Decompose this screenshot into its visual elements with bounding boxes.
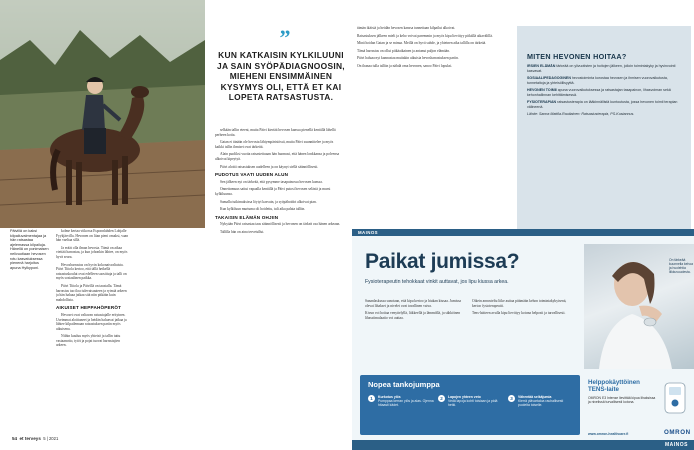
step-number: 3	[508, 395, 515, 402]
quote-mark-icon: ”	[279, 25, 291, 50]
paragraph: selkään tallin eteeni, mutta Päivi kiertää hevosen kanssa pienellä kentällä lähellä perheen kotia.	[215, 128, 336, 137]
sidebox-item-label: HEVONEN TOIMII	[527, 88, 557, 93]
sidebox-item	[527, 100, 683, 109]
paragraph: tämän ikäisiä ja heidän hevosen kanssa tunnettaan kilpailut alkoivat.	[357, 26, 456, 30]
step-body: Pumppaa kerran ylös ja alas. Ojenna hitaasti kädet.	[378, 399, 434, 408]
issue-number: 5 | 2021	[43, 436, 59, 441]
subheading: PUDOTUS VAATI UUDEN ALUN	[215, 172, 289, 178]
sidebox-source: Lähde: Sanna Mattila-Rautiainen: Ratsastusterapia, PS-Kustannus.	[527, 112, 635, 117]
subheading: TAKAISIN ELÄMÄN OHJIIN	[215, 214, 279, 220]
paragraph: Oikein annosteltu liike auttaa pitämään kehon toimintakykyisenä, kertoo fysioterapeutti.	[472, 299, 567, 308]
paragraph: kolme kertaa viikossa Espoonlahden Lohjalle Fyykjärvilla. Hevonen on liian pieni omaksi, vaan hän vaeltaa sillä.	[56, 229, 129, 243]
paragraph: Hevosharrastus on hyvin kokonaisvaltaista. Päivi Tiitola kertoo, että tällä hetkellä ratsastuskoulut ovat edelleen suosittuja ja talli on myös sosiaalinen paikka.	[56, 262, 127, 281]
ad-url[interactable]: www.omron-healthcare.fi	[588, 432, 629, 436]
step-number: 1	[368, 395, 375, 402]
paragraph: Tämä harrastus on ollut pitkäaikainen ja antanut paljon elämään.	[357, 48, 450, 53]
paragraph: Onnettomuus sattui vapaalla kentällä ja Päivi putosi hevosen selästä ja mursi kylkiluunsa.	[215, 187, 331, 196]
step-text	[448, 395, 504, 408]
paragraph: Sen jälkeen nyt on tärkeää, että pysymme tasapainossa hevosen kanssa.	[220, 179, 323, 184]
paragraph: Päivi aloitti ratsastuksen uudelleen ja on käynyt siellä säännöllisesti.	[220, 164, 319, 169]
advertisement	[352, 229, 694, 450]
quick-exercise-title: Nopea tankojumppa	[368, 380, 440, 389]
ad-column-a	[365, 299, 465, 323]
article-column-3	[352, 26, 504, 222]
paragraph: Ja eräät olla ilman hevosia. Tämä on aikaa viettää harrastaa, ja kun johonkin lähtee, on myös hyvä seura.	[56, 245, 128, 259]
omron-logo: OMRON	[664, 429, 691, 436]
paragraph: Niihin kuuluu myös yhteisö ja tallin tuttu vastaanotto, tytöt ja pojat tuovat harrastajien arkeen.	[56, 334, 121, 348]
paragraph: Gatan ei tänään ole hevosta lähiympäristössä, mutta Päivi suunnittelee ja myös kaikki tallin ihmiset ovat tärkeitä.	[215, 140, 334, 149]
sidebox-item-text: tärkeää on ylivuotisten ja hoitojen jälkeen, jolloin toimintakyky ja hyvinvointi kasvavat.	[527, 64, 676, 73]
ad-column-b	[472, 299, 572, 319]
paragraph: Nykyään Päivi ratsastaa taas säännöllisesti ja hevonen on tärkeä osa hänen arkeaan.	[220, 222, 341, 227]
sidebox-text	[527, 64, 683, 120]
sidebox-item	[527, 88, 683, 97]
step-number: 2	[438, 395, 445, 402]
sidebox-item-label: FYSIOTERAPIAN	[527, 100, 557, 105]
paragraph: Päivi haluaa nyt kannustaa muitakin aikuisia hevosharrastuksen pariin.	[357, 56, 459, 61]
paragraph: On ihanaa tulla talliin ja nähdä oma hevonen, sanoo Päivi lopuksi.	[357, 63, 453, 68]
device-title: Helppokäyttöinen TENS-laite	[588, 379, 640, 393]
ad-label: MAINOS	[358, 230, 378, 235]
page-number: 54	[12, 436, 18, 441]
paragraph: Tens-laitteen avulla kipu lievittyy kotona helposti ja turvallisesti.	[472, 311, 566, 316]
sidebox-item-label: SOSIAALIPEDAGOGINEN	[527, 76, 571, 81]
paragraph: Tallilla hän on aina tervetullut.	[220, 229, 265, 234]
ad-title: Paikat jumissa?	[365, 250, 520, 273]
sidebox-item	[527, 64, 683, 73]
ad-label-bottom: MAINOS	[665, 442, 688, 448]
magazine-name: et terveys	[19, 436, 41, 441]
quick-exercise-box	[360, 375, 580, 435]
ad-top-bar	[352, 229, 694, 236]
photo-caption: Päivillä on kaksi kilpailuvalmentajaa ja hän ratsastaa ajelemassa kilpailuja. Hänellä on ponimaisen nelivuotiaan hevosen rotu kasvatuksessa pienenä harjoitus apuna Hylkyponi.	[10, 229, 49, 270]
paragraph: Samalla tutkimuksissa löytyi kasvain, ja syöpähoidot alkoivat pian.	[220, 199, 317, 204]
sidebox-title: MITEN HEVONEN HOITAA?	[527, 52, 627, 61]
tens-device-icon	[662, 381, 690, 415]
step-body: Vedä lapoja kohti toisiaan ja pidä hetki.	[448, 399, 498, 408]
rider-on-pony-image	[0, 0, 205, 228]
paragraph: Kun kylkiluun murtuma oli hoidettu, tuli aika palata talliin.	[220, 207, 306, 212]
step-title: Kurkotus ylös	[378, 395, 401, 399]
paragraph: Ratsastuksen jälkeen mieli ja keho voivat paremmin ja myös kipu lievittyy pitkällä aikavälillä.	[357, 33, 493, 38]
step-text	[378, 395, 434, 408]
paragraph: Päivi Tiitola ja Päivillä on taustalla. Tämä harrastus tuo iloa tulevaisuuteen ja rytmiä arkeen ja hän haluaa jatkaa sitä niin pitkään kuin mahdollista.	[56, 283, 127, 302]
ad-subtitle: Fysioterapeutin tehokkaat vinkit auttavat, jos lipu kiussa arkea.	[365, 279, 509, 285]
sidebox-item-text: apuna vuorovaikutuksessa ja ratsastajan tasapainon, lihasvoiman sekä kehonhallinnan kehittämisessä.	[527, 88, 671, 97]
step-title: Lapojen yhteen veto	[448, 395, 481, 399]
article-photo	[0, 0, 205, 228]
paragraph: Minä hoidan Gatan ja se minua. Meillä on hyvä suhde, ja yhteinen aika tallilla on tärkeää.	[357, 41, 487, 46]
pull-quote: KUN KATKAISIN KYLKILUUNI JA SAIN SYÖPÄDIAGNOOSIN, MIEHENI ENSIMMÄINEN KYSYMYS OLI, ETTÄ ET KAI LOPETA RATSASTUSTA.	[217, 50, 345, 103]
page-footer	[12, 436, 58, 441]
article-column-1	[56, 229, 130, 434]
ad-photo-caption: On tärkeää kuunnella kehoa ja huolehtia liikkuvuudesta.	[669, 258, 694, 274]
step-body: Kierrä ylävartaloa rauhallisesti puolelta toiselle.	[518, 399, 564, 408]
ad-bottom-bar	[352, 440, 694, 450]
sidebox-item-label: IRSIEN ELÄMÄN	[527, 64, 556, 68]
step-title: Vähentää selkäjumia	[518, 395, 552, 399]
paragraph: Hevoset ovat valtavan ratsastajalle erityinen. Useimmat aloittaneet ja heidän haluavat jatkaa ja lähtee kilpailemaan ratsastuksen pariin myös aikuisena.	[56, 312, 127, 331]
sidebox-item-text: hevostoiminta korostaa hevosen ja ihmisen vuorovaikutusta, tunnetaitoja ja yhteisöllisyyttä.	[527, 76, 668, 85]
article-column-2	[215, 128, 343, 436]
paragraph: Alain puoliksi vuotta ratsastettuaan hän huomasi, että hänen lonkkansa ja polvensa alkoivat kipeytyä.	[215, 152, 340, 161]
info-sidebox	[517, 26, 691, 230]
subheading: AIKUISET HEPPAHÖPERÖT	[56, 305, 122, 311]
sidebox-item-text: ratsastusterapia on lääkinnällistä kuntoutusta, jossa hevonen toimii terapian välineenä.	[527, 100, 678, 109]
paragraph: Sananlaskussa sanotaan, että kipu kertoo ja hiukan kiusaa. Jumissa olevat lihakset ja nivelet ovat tavallinen vaiva.	[365, 299, 462, 308]
device-text: OMRON E3 Intense lievittää kipua lihaksissa ja nivelissä turvallisesti kotona.	[588, 396, 656, 405]
paragraph: Kivun voi hoitaa venyttelyllä, liikkeellä ja lämmöllä, ja sähköinen lihasstimulaatio voi auttaa.	[365, 311, 461, 320]
step-text	[518, 395, 574, 408]
sidebox-item	[527, 76, 683, 85]
